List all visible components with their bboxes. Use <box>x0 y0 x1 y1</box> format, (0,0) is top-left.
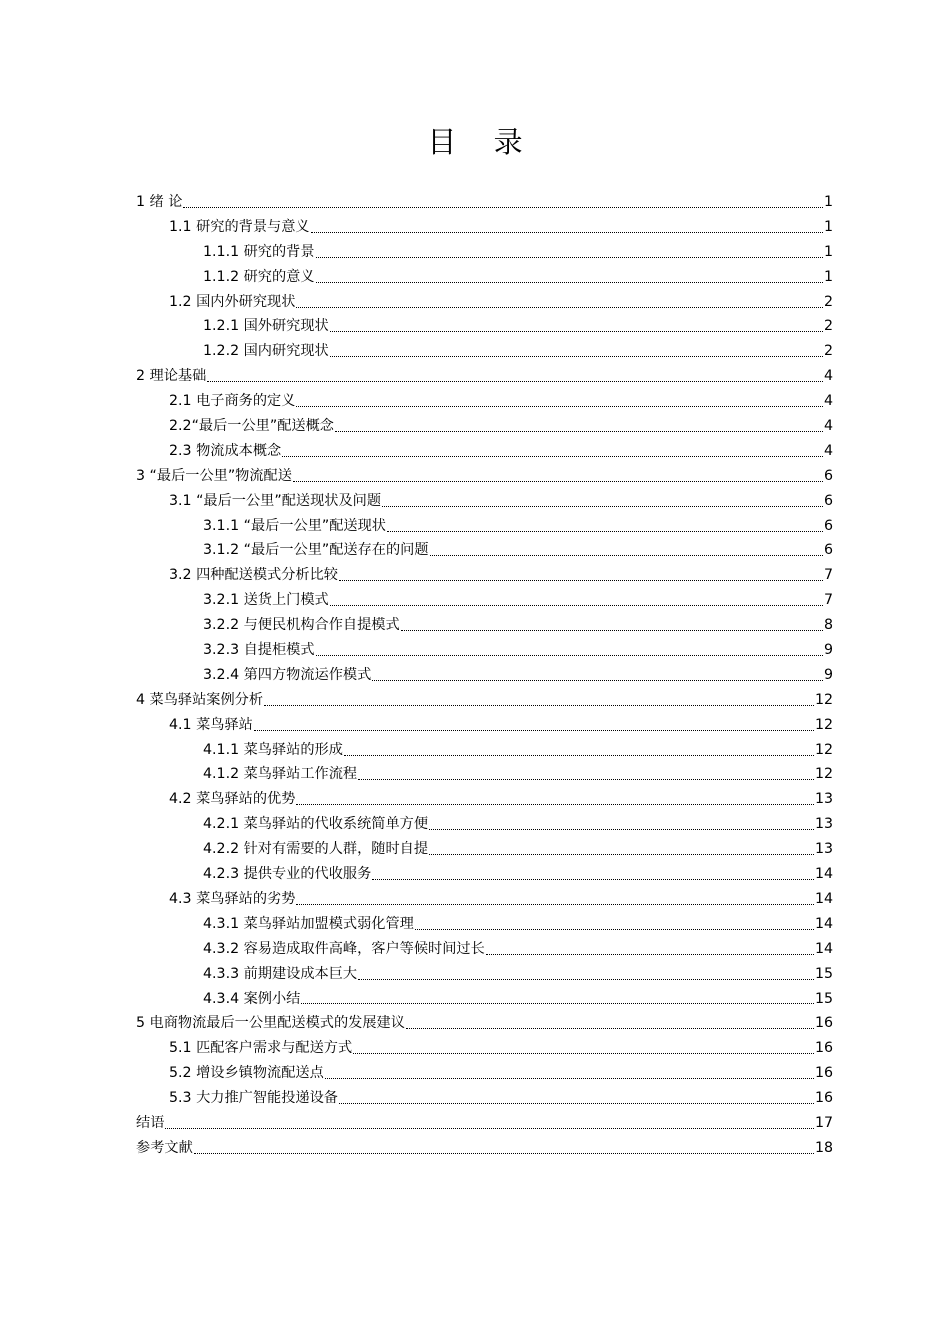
toc-entry[interactable] <box>136 563 833 588</box>
toc-entry-title: 4.2 菜鸟驿站的优势 <box>169 791 296 808</box>
dot-leader <box>372 879 814 880</box>
toc-entry-title: 4.2.2 针对有需要的人群，随时自提 <box>203 841 429 858</box>
table-of-contents <box>136 190 833 1161</box>
toc-page-number: 9 <box>823 666 833 683</box>
toc-entry[interactable] <box>136 887 833 912</box>
toc-entry-title: 4.2.3 提供专业的代收服务 <box>203 866 372 883</box>
dot-leader <box>344 755 814 756</box>
toc-entry-title: 结语 <box>136 1114 165 1131</box>
toc-entry[interactable] <box>136 588 833 613</box>
toc-entry-title: 4.3.1 菜鸟驿站加盟模式弱化管理 <box>203 915 414 932</box>
toc-page-number: 6 <box>823 467 833 484</box>
dot-leader <box>401 630 823 631</box>
toc-page-number: 17 <box>814 1114 833 1131</box>
dot-leader <box>316 282 823 283</box>
toc-entry-title: 参考文献 <box>136 1139 193 1156</box>
toc-page-number: 7 <box>823 592 833 609</box>
toc-page-number: 13 <box>814 791 833 808</box>
page-title: 目 录 <box>427 125 537 159</box>
toc-page-number: 6 <box>823 517 833 534</box>
dot-leader <box>330 331 823 332</box>
dot-leader <box>264 705 814 706</box>
toc-entry-title: 3.1.2 “最后一公里”配送存在的问题 <box>203 542 429 559</box>
toc-entry[interactable] <box>136 364 833 389</box>
toc-page-number: 16 <box>814 1040 833 1057</box>
dot-leader <box>207 381 823 382</box>
toc-entry[interactable] <box>136 787 833 812</box>
toc-page-number: 8 <box>823 617 833 634</box>
toc-entry[interactable] <box>136 1036 833 1061</box>
dot-leader <box>194 1153 814 1154</box>
toc-page-number: 4 <box>823 368 833 385</box>
toc-page-number: 16 <box>814 1090 833 1107</box>
toc-entry-title: 3.2.3 自提柜模式 <box>203 642 315 659</box>
toc-entry[interactable] <box>136 837 833 862</box>
dot-leader <box>339 580 823 581</box>
toc-entry-title: 4.1.1 菜鸟驿站的形成 <box>203 741 343 758</box>
toc-page-number: 4 <box>823 418 833 435</box>
dot-leader <box>296 307 823 308</box>
toc-entry-title: 2.3 物流成本概念 <box>169 442 282 459</box>
toc-entry-title: 5.1 匹配客户需求与配送方式 <box>169 1040 353 1057</box>
dot-leader <box>293 481 823 482</box>
toc-entry-title: 3.2.4 第四方物流运作模式 <box>203 666 372 683</box>
toc-page-number: 1 <box>823 194 833 210</box>
dot-leader <box>301 1003 814 1004</box>
toc-page-number: 4 <box>823 393 833 410</box>
toc-entry[interactable] <box>136 389 833 414</box>
dot-leader <box>415 929 814 930</box>
toc-page-number: 16 <box>814 1065 833 1082</box>
dot-leader <box>406 1028 814 1029</box>
toc-entry[interactable] <box>136 762 833 787</box>
toc-entry-title: 5 电商物流最后一公里配送模式的发展建议 <box>136 1015 405 1032</box>
toc-page-number: 13 <box>814 841 833 858</box>
toc-entry-title: 3 “最后一公里”物流配送 <box>136 467 292 484</box>
toc-entry-title: 4.1 菜鸟驿站 <box>169 716 253 733</box>
dot-leader <box>358 779 814 780</box>
toc-entry[interactable] <box>136 987 833 1012</box>
toc-entry[interactable] <box>136 215 833 240</box>
toc-page-number: 2 <box>823 343 833 360</box>
toc-entry-title: 4.3.3 前期建设成本巨大 <box>203 965 358 982</box>
toc-entry-title: 2.1 电子商务的定义 <box>169 393 296 410</box>
dot-leader <box>486 954 814 955</box>
toc-entry-title: 4.3.4 案例小结 <box>203 990 301 1007</box>
dot-leader <box>254 730 814 731</box>
toc-page-number: 4 <box>823 442 833 459</box>
dot-leader <box>330 605 823 606</box>
dot-leader <box>335 431 823 432</box>
toc-entry-title: 4.3 菜鸟驿站的劣势 <box>169 890 296 907</box>
toc-entry[interactable] <box>136 1136 833 1161</box>
toc-entry[interactable] <box>136 688 833 713</box>
toc-entry-title: 3.2 四种配送模式分析比较 <box>169 567 338 584</box>
toc-page-number: 1 <box>823 218 833 235</box>
toc-entry-title: 1.1.1 研究的背景 <box>203 243 315 260</box>
dot-leader <box>316 257 823 258</box>
toc-entry-title: 5.3 大力推广智能投递设备 <box>169 1090 338 1107</box>
toc-entry-title: 4.2.1 菜鸟驿站的代收系统简单方便 <box>203 816 429 833</box>
toc-entry-title: 4.3.2 容易造成取件高峰，客户等候时间过长 <box>203 940 485 957</box>
toc-entry-title: 4 菜鸟驿站案例分析 <box>136 691 264 708</box>
toc-entry-title: 3.2.1 送货上门模式 <box>203 592 329 609</box>
dot-leader <box>296 904 814 905</box>
toc-page-number: 18 <box>814 1139 833 1156</box>
dot-leader <box>311 232 823 233</box>
toc-entry-title: 1.1.2 研究的意义 <box>203 268 315 285</box>
dot-leader <box>183 207 823 208</box>
toc-page-number: 14 <box>814 890 833 907</box>
toc-entry[interactable] <box>136 290 833 315</box>
dot-leader <box>325 1078 814 1079</box>
toc-entry[interactable] <box>136 1111 833 1136</box>
toc-entry[interactable] <box>136 414 833 439</box>
toc-page-number: 6 <box>823 542 833 559</box>
toc-entry[interactable] <box>136 663 833 688</box>
toc-entry[interactable] <box>136 489 833 514</box>
dot-leader <box>296 406 823 407</box>
dot-leader <box>382 506 823 507</box>
toc-page-number: 12 <box>814 766 833 783</box>
toc-page-number: 14 <box>814 866 833 883</box>
toc-page-number: 14 <box>814 940 833 957</box>
toc-entry[interactable] <box>136 962 833 987</box>
toc-entry-title: 5.2 增设乡镇物流配送点 <box>169 1065 324 1082</box>
dot-leader <box>429 829 814 830</box>
toc-page-number: 1 <box>823 243 833 260</box>
toc-entry[interactable] <box>136 613 833 638</box>
toc-entry[interactable] <box>136 339 833 364</box>
toc-entry-title: 1 绪 论 <box>136 194 183 210</box>
dot-leader <box>353 1053 814 1054</box>
toc-entry-title: 1.2.2 国内研究现状 <box>203 343 329 360</box>
toc-entry-title: 3.1 “最后一公里”配送现状及问题 <box>169 492 382 509</box>
toc-entry[interactable] <box>136 738 833 763</box>
dot-leader <box>282 456 823 457</box>
toc-entry[interactable] <box>136 812 833 837</box>
toc-entry[interactable] <box>136 314 833 339</box>
toc-entry-title: 2.2“最后一公里”配送概念 <box>169 418 334 435</box>
toc-entry[interactable] <box>136 638 833 663</box>
dot-leader <box>330 356 823 357</box>
toc-page-number: 12 <box>814 716 833 733</box>
toc-page-number: 6 <box>823 492 833 509</box>
toc-entry[interactable] <box>136 912 833 937</box>
toc-page-number: 12 <box>814 691 833 708</box>
toc-page-number: 14 <box>814 915 833 932</box>
dot-leader <box>372 680 823 681</box>
toc-entry-title: 3.1.1 “最后一公里”配送现状 <box>203 517 386 534</box>
toc-entry[interactable] <box>136 439 833 464</box>
dot-leader <box>316 655 823 656</box>
toc-entry[interactable] <box>136 514 833 539</box>
dot-leader <box>430 555 823 556</box>
toc-page-number: 2 <box>823 293 833 310</box>
toc-page-number: 16 <box>814 1015 833 1032</box>
dot-leader <box>387 531 823 532</box>
toc-page-number: 2 <box>823 318 833 335</box>
toc-entry-title: 4.1.2 菜鸟驿站工作流程 <box>203 766 358 783</box>
toc-page-number: 1 <box>823 268 833 285</box>
toc-entry[interactable] <box>136 1061 833 1086</box>
toc-page-number: 9 <box>823 642 833 659</box>
dot-leader <box>429 854 814 855</box>
toc-entry[interactable] <box>136 538 833 563</box>
toc-entry[interactable] <box>136 240 833 265</box>
toc-entry-title: 3.2.2 与便民机构合作自提模式 <box>203 617 400 634</box>
dot-leader <box>165 1128 814 1129</box>
toc-page-number: 7 <box>823 567 833 584</box>
toc-entry[interactable] <box>136 464 833 489</box>
toc-entry[interactable] <box>136 265 833 290</box>
dot-leader <box>339 1103 814 1104</box>
toc-page-number: 12 <box>814 741 833 758</box>
toc-entry[interactable] <box>136 1011 833 1036</box>
toc-entry[interactable] <box>136 862 833 887</box>
toc-entry-title: 2 理论基础 <box>136 368 207 385</box>
toc-entry[interactable] <box>136 937 833 962</box>
toc-entry[interactable] <box>136 190 833 215</box>
toc-entry[interactable] <box>136 713 833 738</box>
toc-entry-title: 1.1 研究的背景与意义 <box>169 218 310 235</box>
toc-page-number: 13 <box>814 816 833 833</box>
dot-leader <box>358 979 814 980</box>
toc-entry[interactable] <box>136 1086 833 1111</box>
toc-entry-title: 1.2.1 国外研究现状 <box>203 318 329 335</box>
toc-entry-title: 1.2 国内外研究现状 <box>169 293 296 310</box>
toc-page-number: 15 <box>814 990 833 1007</box>
toc-page-number: 15 <box>814 965 833 982</box>
dot-leader <box>296 804 814 805</box>
